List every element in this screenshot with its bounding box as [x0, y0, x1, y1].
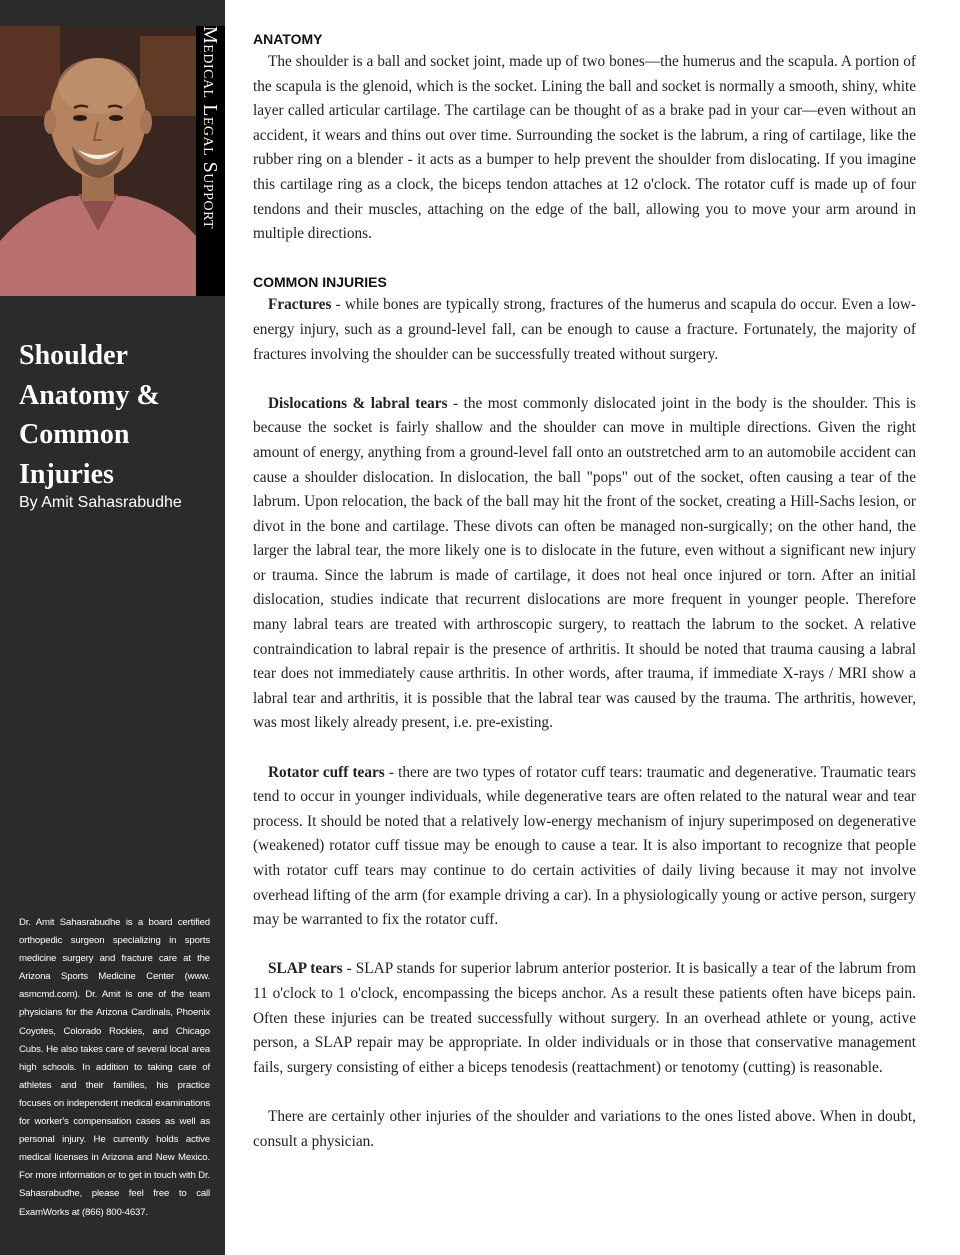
slap-term: SLAP tears [268, 960, 343, 978]
portrait-illustration [0, 26, 196, 296]
dislocations-term: Dislocations & labral tears [268, 394, 448, 412]
vertical-title-bar [196, 26, 225, 296]
injuries-heading: COMMON INJURIES [253, 274, 387, 291]
fractures-term: Fractures [268, 296, 332, 314]
slap-paragraph [253, 957, 916, 1080]
slap-text: - SLAP stands for superior labrum anterior posterior. It is basically a tear of the labrum from 11 o'clock to 1 o'clock, encompassing the biceps anchor. As a result these patients often have biceps pain. Often these injuries can be treated successfully without surgery. In an overhead athlete or young, active person, a SLAP repair may be appropriate. In older individuals or in those that conservative management fails, surgery consisting of either a biceps tenodesis (reattachment) or tenotomy (cutting) is reasonable. [253, 960, 916, 1076]
closing-paragraph: There are certainly other injuries of the shoulder and variations to the ones listed above. When in doubt, consult a physician. [253, 1107, 916, 1150]
author-bio: Dr. Amit Sahasrabudhe is a board certified orthopedic surgeon specializing in sports medicine surgery and fracture care at the Arizona Sports Medicine Center (www. asmcmd.com). Dr. Amit is one of the team physicians for the Arizona Cardinals, Phoenix Coyotes, Colorado Rockies, and Chicago Cubs. He also takes care of several local area high schools. In addition to taking care of athletes and their families, his practice focuses on independent medical examinations for worker's compensation cases as well as personal injury. He currently holds active medical licenses in Arizona and New Mexico. For more information or to get in touch with Dr. Sahasrabudhe, please feel free to call ExamWorks at (866) 800-4637. [19, 917, 210, 1218]
rotator-cuff-paragraph [253, 761, 916, 933]
rotator-cuff-term: Rotator cuff tears [268, 763, 385, 781]
section-label: Medical Legal Support [199, 26, 221, 230]
article-title [19, 336, 219, 494]
article-body [253, 28, 916, 1154]
article-title-line: Common [19, 419, 130, 450]
rotator-cuff-text: - there are two types of rotator cuff tears: traumatic and degenerative. Traumatic tears tend to occur in younger individuals, while degenerative tears are often related to the natural wear and tear process. It should be noted that a relatively low-energy mechanism of injury superimposed on degenerative (weakened) rotator cuff tissue may be enough to cause a tear. It is also important to recognize that people with rotator cuff tears may continue to do certain activities of daily living because it may not involve overhead lifting of the arm (for example driving a car). In a physiologically young or active person, surgery may be warranted to fix the rotator cuff. [253, 763, 916, 929]
dislocations-paragraph [253, 392, 916, 736]
fractures-paragraph [253, 293, 916, 367]
sidebar [0, 0, 225, 1255]
article-title-line: Shoulder [19, 340, 128, 371]
anatomy-paragraph: The shoulder is a ball and socket joint, made up of two bones—the humerus and the scapula. A portion of the scapula is the glenoid, which is the socket. Lining the ball and socket is normally a smooth, shiny, white layer called articular cartilage. The cartilage can be thought of as a brake pad in your car—even without an accident, it wears and thins out over time. Surrounding the socket is the labrum, a ring of cartilage, like the rubber ring on a blender - it acts as a bumper to help prevent the shoulder from dislocating. If you imagine this cartilage ring as a clock, the biceps tendon attaches at 12 o'clock. The rotator cuff is made up of four tendons and their muscles, attaching on the edge of the ball, allowing you to move your arm around in multiple directions. [253, 53, 916, 243]
byline: By Amit Sahasrabudhe [19, 494, 182, 511]
anatomy-heading: ANATOMY [253, 31, 323, 47]
fractures-text: - while bones are typically strong, fractures of the humerus and scapula do occur. Even a low-energy injury, such as a ground-level fall, can be enough to cause a fracture. Fortunately, the majority of fractures involving the shoulder can be successfully treated without surgery. [253, 296, 916, 363]
article-title-line: Injuries [19, 458, 114, 490]
dislocations-text: - the most commonly dislocated joint in the body is the shoulder. This is because the socket is fairly shallow and the shoulder can move in multiple directions. Given the right amount of energy, anything from a ground-level fall onto an outstretched arm to an automobile accident can cause a shoulder dislocation. In dislocation, the ball "pops" out of the socket, often causing a tear of the labrum. Upon relocation, the back of the ball may hit the front of the socket, creating a Hill-Sachs lesion, or divot in the bone and cartilage. These divots can often be managed non-surgically; on the other hand, the larger the labral tear, the more likely one is to dislocate in the future, even without a significant new injury or trauma. Since the labrum is made of cartilage, it does not heal once injured or torn. After an initial dislocation, studies indicate that recurrent dislocations are more frequent in younger people. Therefore many labral tears are treated with arthroscopic surgery, to reattach the labrum to the socket. A relative contraindication to labral repair is the presence of arthritis. It should be noted that trauma causing a labral tear does not immediately cause arthritis. In other words, after trauma, if immediate X-rays / MRI show a labral tear and arthritis, it is possible that the labral tear was caused by the trauma. The arthritis, however, was most likely already present, i.e. pre-existing. [253, 394, 916, 732]
article-title-line: Anatomy & [19, 379, 160, 411]
author-photo [0, 26, 196, 296]
